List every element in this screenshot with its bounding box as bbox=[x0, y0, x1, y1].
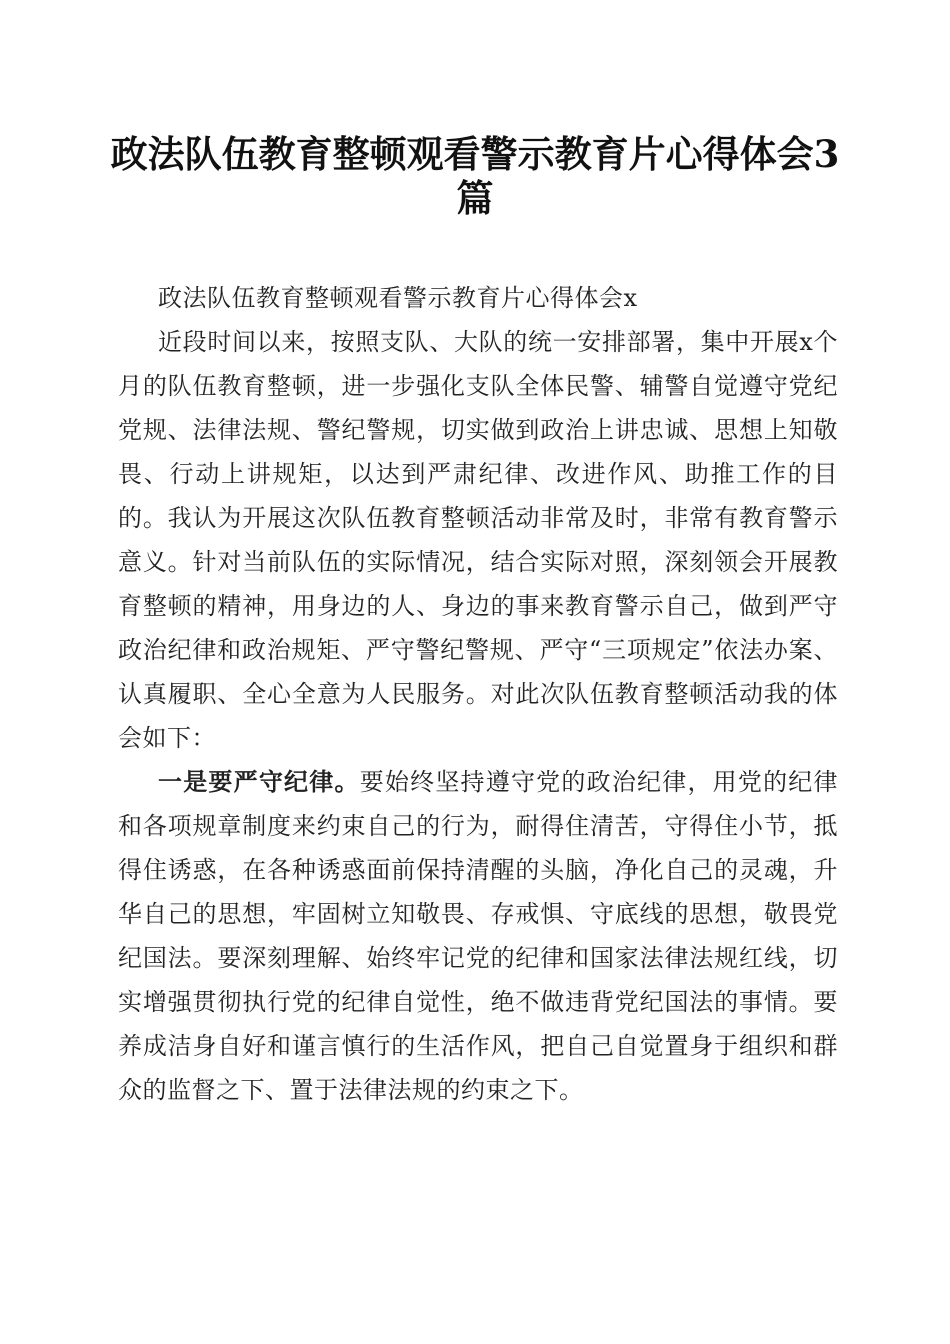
paragraph-text: 近段时间以来，按照支队、大队的统一安排部署，集中开展x个月的队伍教育整顿，进一步强化支队全体民警、辅警自觉遵守党纪党规、法律法规、警纪警规，切实做到政治上讲忠诚、思想上知敬畏、行动上讲规矩，以达到严肃纪律、改进作风、助推工作的目的。我认为开展这次队伍教育整顿活动非常及时，非常有教育警示意义。针对当前队伍的实际情况，结合实际对照，深刻领会开展教育整顿的精神，用身边的人、身边的事来教育警示自己，做到严守政治纪律和政治规矩、严守警纪警规、严守“三项规定”依法办案、认真履职、全心全意为人民服务。对此次队伍教育整顿活动我的体会如下： bbox=[118, 328, 838, 752]
document-body bbox=[118, 276, 838, 1112]
document-subtitle: 政法队伍教育整顿观看警示教育片心得体会x bbox=[158, 284, 638, 312]
document-title: 政法队伍教育整顿观看警示教育片心得体会3篇 bbox=[110, 132, 840, 220]
paragraph-discipline bbox=[118, 760, 838, 1112]
paragraph-intro bbox=[118, 320, 838, 760]
paragraph-lead: 一是要严守纪律。 bbox=[158, 767, 360, 796]
paragraph-text: 要始终坚持遵守党的政治纪律，用党的纪律和各项规章制度来约束自己的行为，耐得住清苦，守得住小节，抵得住诱惑，在各种诱惑面前保持清醒的头脑，净化自己的灵魂，升华自己的思想，牢固树立知敬畏、存戒惧、守底线的思想，敬畏党纪国法。要深刻理解、始终牢记党的纪律和国家法律法规红线，切实增强贯彻执行党的纪律自觉性，绝不做违背党纪国法的事情。要养成洁身自好和谨言慎行的生活作风，把自己自觉置身于组织和群众的监督之下、置于法律法规的约束之下。 bbox=[118, 768, 839, 1104]
